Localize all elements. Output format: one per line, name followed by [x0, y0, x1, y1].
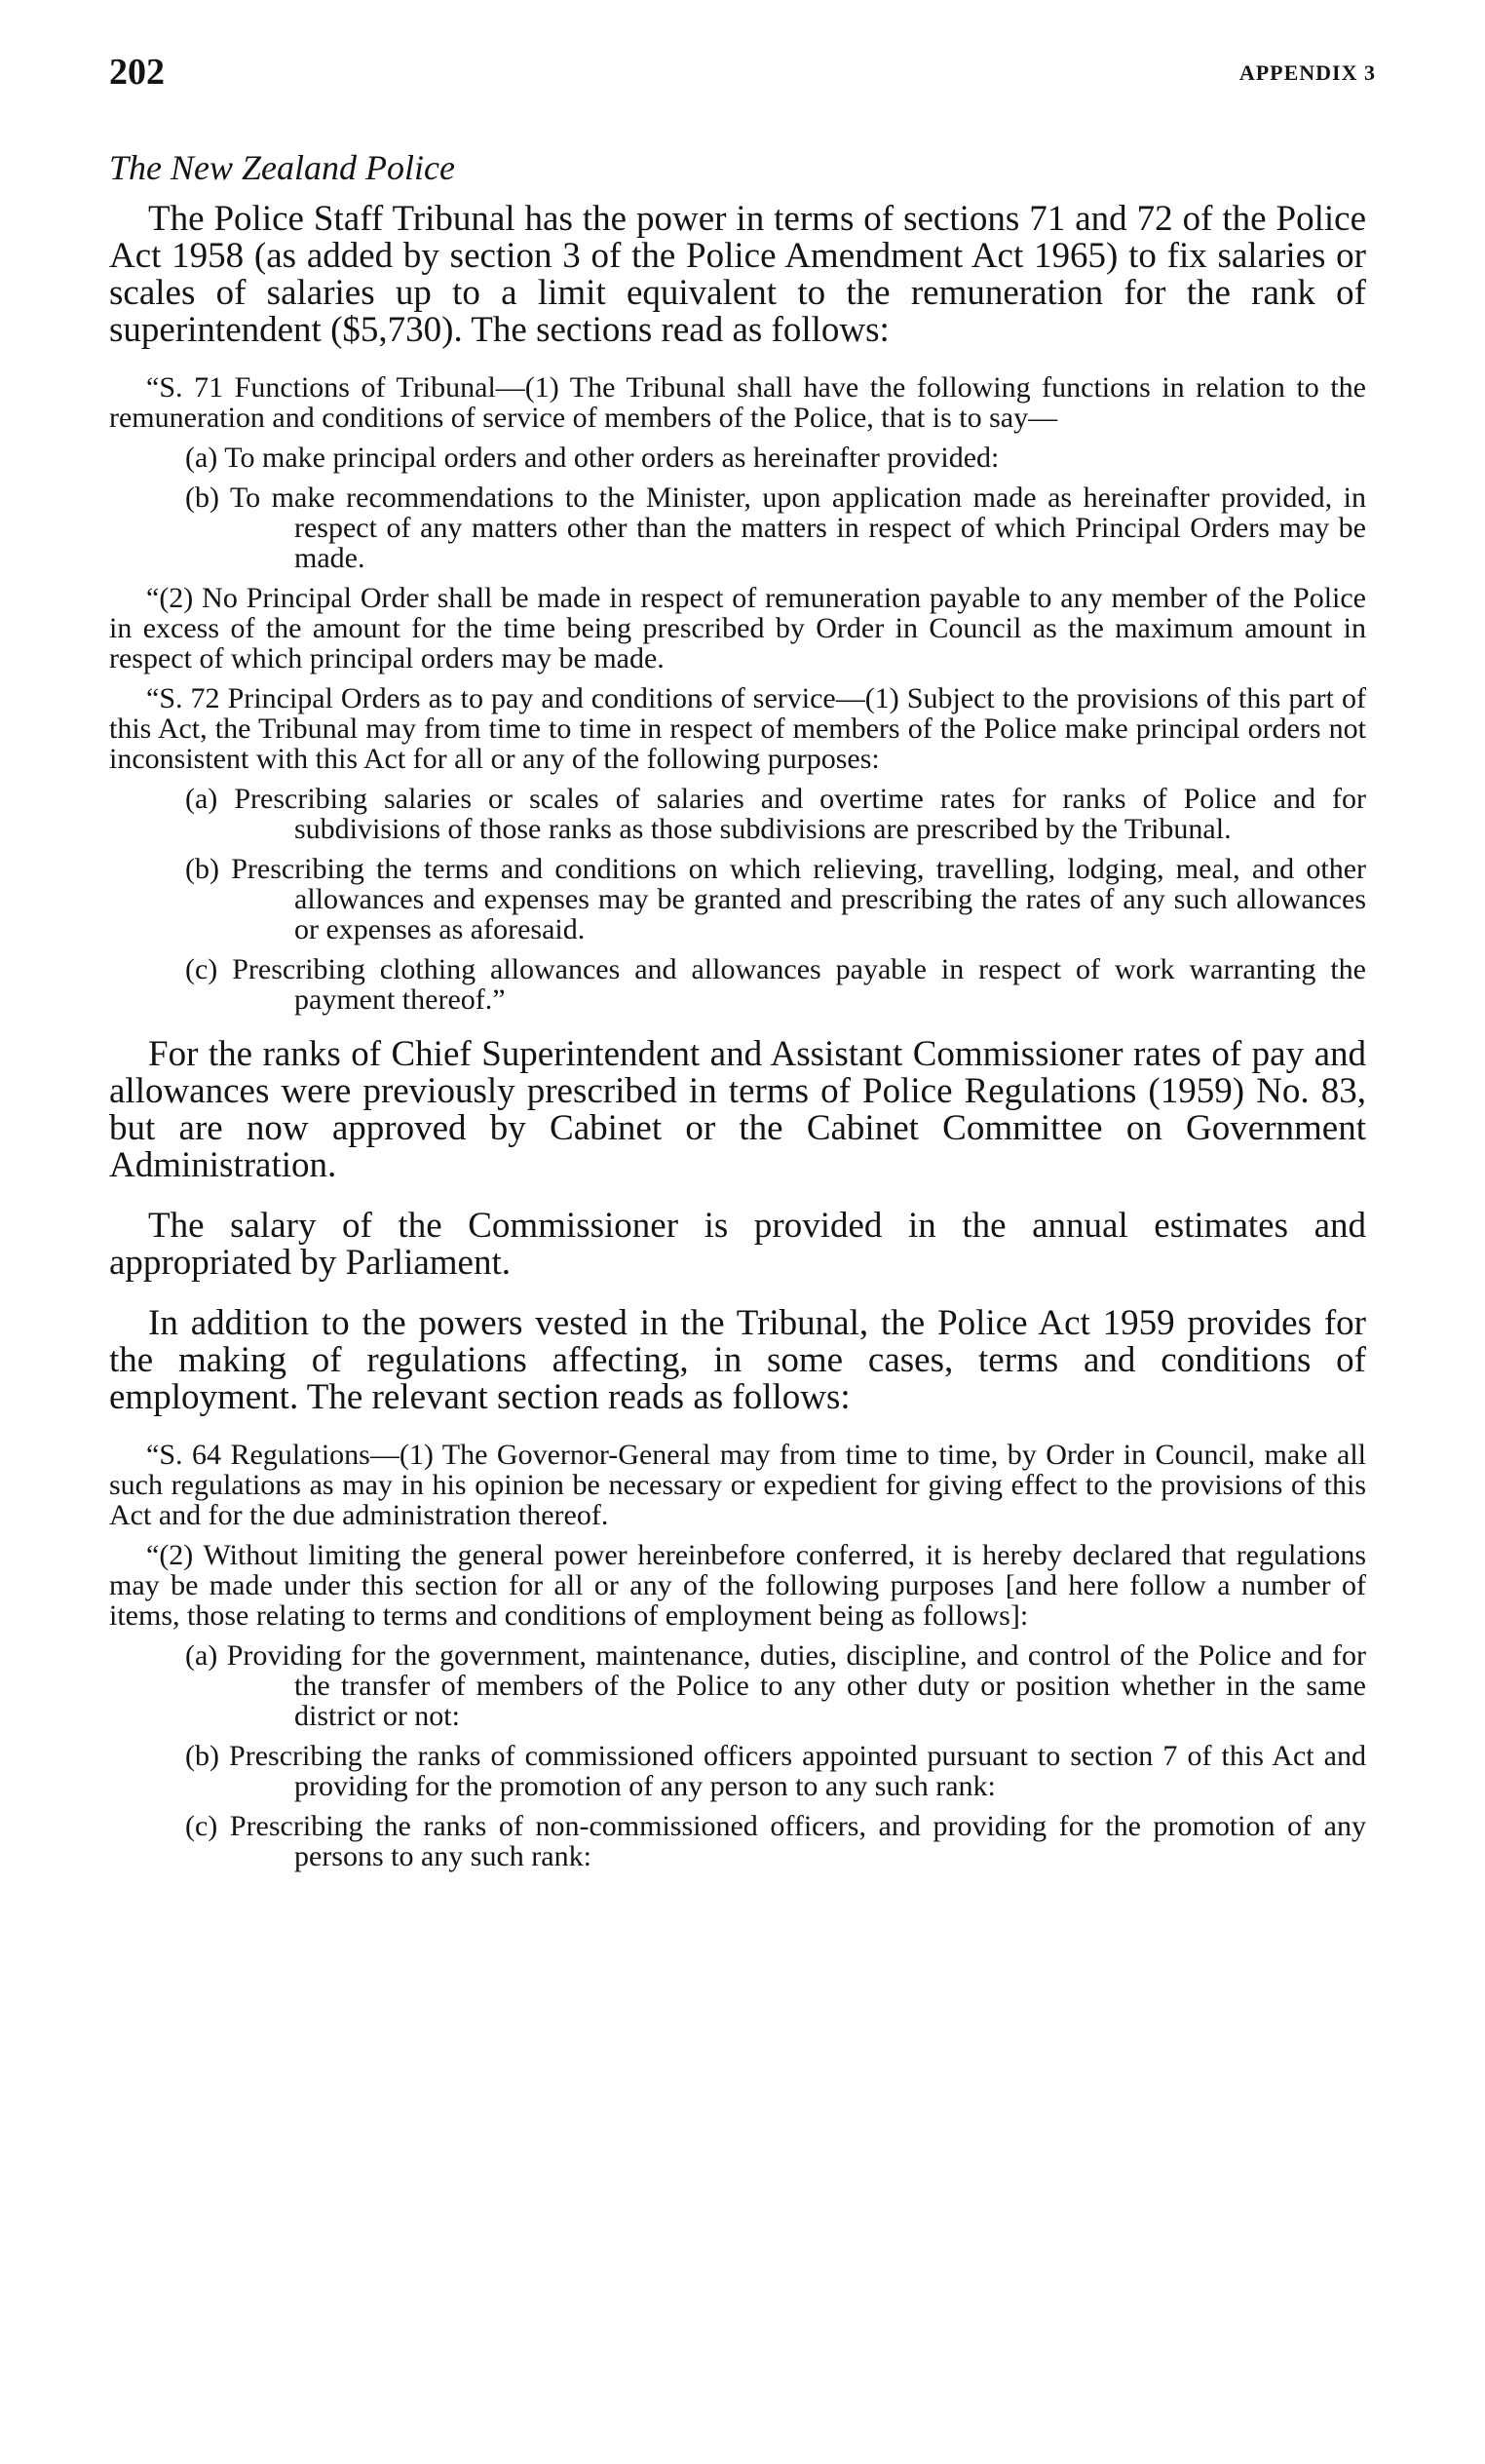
page-header	[109, 51, 1376, 109]
quoted-item-a: (a) To make principal orders and other orders as hereinafter provided:	[185, 442, 1000, 474]
body-paragraph: For the ranks of Chief Superintendent and Assistant Commissioner rates of pay and allowances were previously prescribed in terms of Police Regulations (1959) No. 83, but are now approved by Cabinet or the Cabinet Committee on Government Administration.	[109, 1034, 1366, 1185]
quoted-item-b: (b) Prescribing the terms and conditions on which relieving, travelling, lodging, meal, and other allowances and expenses may be granted and prescribing the rates of any such allowances or expenses as aforesaid.	[185, 853, 1366, 945]
body-paragraph: In addition to the powers vested in the Tribunal, the Police Act 1959 provides for the making of regulations affecting, in some cases, terms and conditions of employment. The relevant section reads as follows:	[109, 1303, 1366, 1417]
quoted-subsection-2: “(2) Without limiting the general power hereinbefore conferred, it is hereby declared that regulations may be made under this section for all or any of the following purposes [and here follow a number of items, those relating to terms and conditions of employment being as follows]:	[109, 1539, 1366, 1632]
section-heading: The New Zealand Police	[109, 148, 455, 187]
quoted-item-c: (c) Prescribing clothing allowances and allowances payable in respect of work warranting the payment thereof.”	[185, 953, 1366, 1016]
page-body	[109, 146, 1366, 1881]
quoted-item-c: (c) Prescribing the ranks of non-commissioned officers, and providing for the promotion of any persons to any such rank:	[185, 1810, 1366, 1872]
body-paragraph: The salary of the Commissioner is provided in the annual estimates and appropriated by Parliament.	[109, 1206, 1366, 1283]
quoted-item-a: (a) Providing for the government, maintenance, duties, discipline, and control of the Police and for the transfer of members of the Police to any other duty or position whether in the same district or not:	[185, 1639, 1366, 1732]
body-paragraph: The Police Staff Tribunal has the power in terms of sections 71 and 72 of the Police Act 1958 (as added by section 3 of the Police Amendment Act 1965) to fix salaries or scales of salaries up to a limit equivalent to the remuneration for the rank of superintendent ($5,730). The sections read as follows:	[109, 199, 1366, 350]
quoted-section-72: “S. 72 Principal Orders as to pay and conditions of service—(1) Subject to the provisions of this part of this Act, the Tribunal may from time to time in respect of members of the Police make principal orders not inconsistent with this Act for all or any of the following purposes:	[109, 682, 1366, 775]
quoted-section-64: “S. 64 Regulations—(1) The Governor-General may from time to time, by Order in Council, make all such regulations as may in his opinion be necessary or expedient for giving effect to the provisions of this Act and for the due administration thereof.	[109, 1439, 1366, 1531]
quoted-item-a: (a) Prescribing salaries or scales of salaries and overtime rates for ranks of Police and for subdivisions of those ranks as those subdivisions are prescribed by the Tribunal.	[185, 783, 1366, 845]
quoted-item-b: (b) Prescribing the ranks of commissioned officers appointed pursuant to section 7 of this Act and providing for the promotion of any person to any such rank:	[185, 1740, 1366, 1802]
quoted-subsection-2: “(2) No Principal Order shall be made in respect of remuneration payable to any member of the Police in excess of the amount for the time being prescribed by Order in Council as the maximum amount in respect of which principal orders may be made.	[109, 582, 1366, 674]
running-head: APPENDIX 3	[1238, 60, 1376, 85]
quoted-section-71: “S. 71 Functions of Tribunal—(1) The Tribunal shall have the following functions in relation to the remuneration and conditions of service of members of the Police, that is to say—	[109, 371, 1366, 434]
page-number: 202	[109, 52, 165, 93]
quoted-item-b: (b) To make recommendations to the Minister, upon application made as hereinafter provided, in respect of any matters other than the matters in respect of which Principal Orders may be made.	[185, 481, 1366, 574]
